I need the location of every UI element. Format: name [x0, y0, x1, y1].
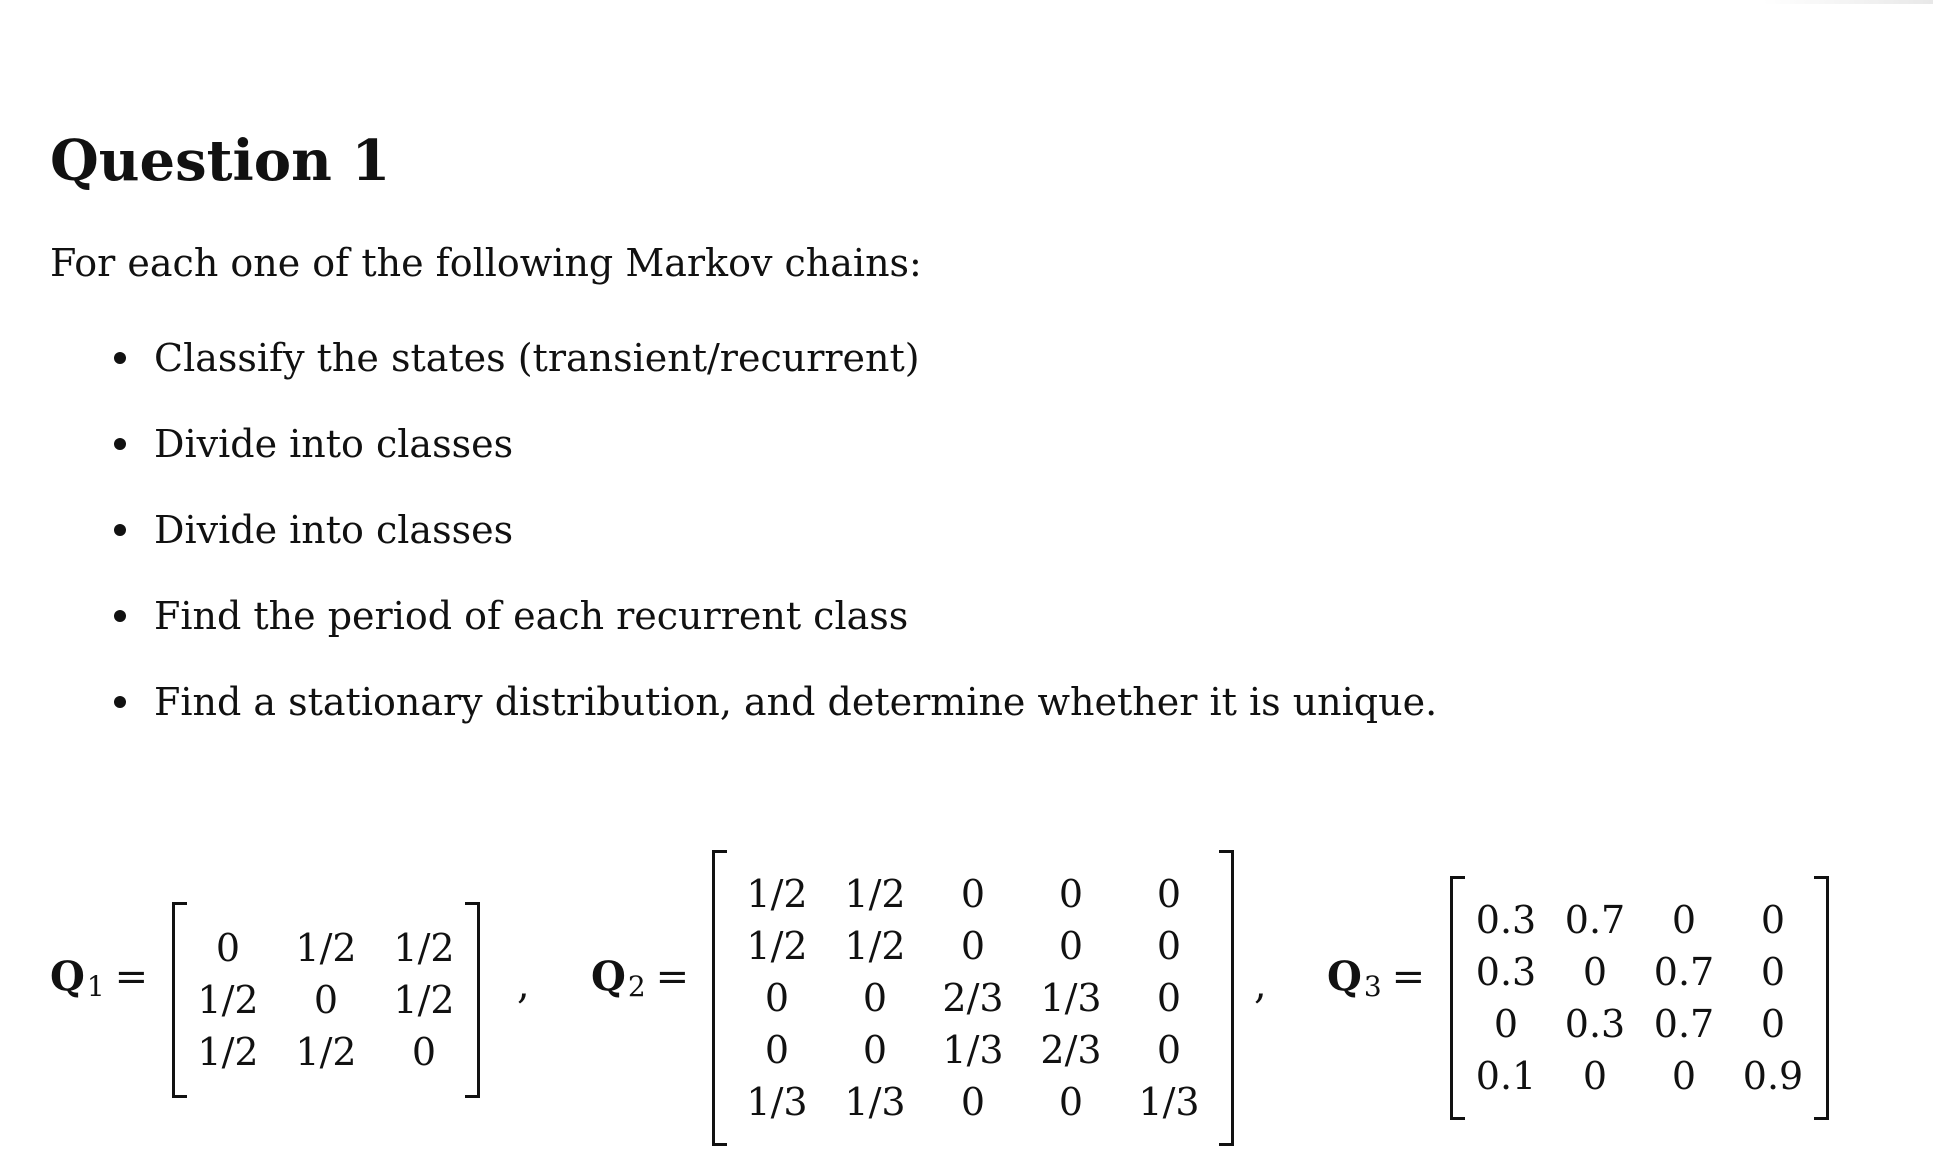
task-text: Divide into classes — [154, 422, 514, 466]
question-title: Question 1 — [50, 128, 391, 194]
matrix-cell: 1/2 — [197, 978, 259, 1022]
matrix-q1-label — [50, 952, 148, 1006]
matrix-cell: 1/2 — [393, 978, 455, 1022]
matrix-subscript: 1 — [86, 970, 105, 1003]
right-bracket — [1219, 850, 1234, 1146]
matrix-subscript: 3 — [1363, 970, 1382, 1003]
right-bracket — [465, 902, 480, 1098]
matrix-cell: 0 — [1058, 872, 1084, 916]
matrix-cell: 1/2 — [844, 924, 906, 968]
equals-sign: = — [114, 954, 149, 1000]
bullet-icon — [114, 352, 126, 364]
left-bracket — [1450, 876, 1465, 1120]
task-text: Find the period of each recurrent class — [154, 594, 909, 638]
matrix-cell: 0.7 — [1653, 1002, 1715, 1046]
matrix-cell: 1/2 — [746, 924, 808, 968]
matrix-q3 — [1450, 876, 1829, 1120]
matrix-cell: 0 — [1671, 1054, 1697, 1098]
bullet-icon — [114, 610, 126, 622]
matrix-cell: 0 — [960, 924, 986, 968]
question-intro: For each one of the following Markov chains: — [50, 241, 922, 285]
matrix-q1-comma: , — [517, 962, 530, 1008]
bullet-icon — [114, 438, 126, 450]
matrix-cell: 0.7 — [1653, 950, 1715, 994]
matrix-cell: 0 — [1582, 1054, 1608, 1098]
matrix-cell: 0 — [1760, 950, 1786, 994]
task-text: Find a stationary distribution, and determine whether it is unique. — [154, 680, 1438, 724]
task-item-stationary — [108, 674, 1508, 730]
matrix-cell: 0 — [1582, 950, 1608, 994]
matrix-cell: 0 — [960, 1080, 986, 1124]
task-item-divide-repeat — [108, 502, 1508, 558]
matrix-cell: 0 — [1156, 1028, 1182, 1072]
matrix-cell: 0.9 — [1742, 1054, 1804, 1098]
task-text: Divide into classes — [154, 508, 514, 552]
equals-sign: = — [1391, 954, 1426, 1000]
matrix-cell: 0 — [764, 976, 790, 1020]
task-item-divide — [108, 416, 1508, 472]
matrix-cell: 0 — [1058, 924, 1084, 968]
matrix-cell: 0 — [862, 976, 888, 1020]
matrix-cell: 1/2 — [295, 1030, 357, 1074]
corner-shadow — [1763, 0, 1933, 4]
matrix-name: Q — [591, 953, 626, 1000]
matrix-q2-label — [591, 952, 689, 1006]
matrix-cell: 0.3 — [1475, 950, 1537, 994]
equals-sign: = — [655, 954, 690, 1000]
matrix-subscript: 2 — [627, 970, 646, 1003]
matrix-cell: 0 — [862, 1028, 888, 1072]
matrix-cell: 1/3 — [1040, 976, 1102, 1020]
matrix-cell: 1/3 — [844, 1080, 906, 1124]
matrix-cell: 0 — [764, 1028, 790, 1072]
matrix-q2 — [712, 850, 1234, 1146]
matrix-cell: 0.7 — [1564, 898, 1626, 942]
matrix-cell: 1/3 — [942, 1028, 1004, 1072]
matrix-cell: 1/2 — [746, 872, 808, 916]
matrix-q2-comma: , — [1254, 962, 1267, 1008]
matrix-cell: 0.1 — [1475, 1054, 1537, 1098]
left-bracket — [712, 850, 727, 1146]
matrix-cell: 0 — [1760, 1002, 1786, 1046]
matrix-cell: 0 — [313, 978, 339, 1022]
matrix-cell: 0.3 — [1475, 898, 1537, 942]
matrix-name: Q — [50, 953, 85, 1000]
matrix-cell: 1/3 — [746, 1080, 808, 1124]
matrix-cell: 0 — [1671, 898, 1697, 942]
task-text: Classify the states (transient/recurrent) — [154, 336, 920, 380]
matrix-cell: 0 — [1058, 1080, 1084, 1124]
matrix-cell: 0 — [1156, 976, 1182, 1020]
matrix-cell: 1/2 — [197, 1030, 259, 1074]
matrix-q1 — [172, 902, 480, 1098]
right-bracket — [1814, 876, 1829, 1120]
matrix-cell: 2/3 — [1040, 1028, 1102, 1072]
matrix-cell: 0 — [1760, 898, 1786, 942]
matrix-q3-label — [1327, 952, 1425, 1006]
matrix-name: Q — [1327, 953, 1362, 1000]
matrix-cell: 2/3 — [942, 976, 1004, 1020]
matrix-cell: 0 — [1156, 924, 1182, 968]
bullet-icon — [114, 696, 126, 708]
matrix-cell: 0 — [1156, 872, 1182, 916]
matrix-cell: 0 — [1493, 1002, 1519, 1046]
task-item-classify — [108, 330, 1508, 386]
matrix-cell: 1/3 — [1138, 1080, 1200, 1124]
left-bracket — [172, 902, 187, 1098]
bullet-icon — [114, 524, 126, 536]
matrix-cell: 1/2 — [393, 926, 455, 970]
task-item-period — [108, 588, 1508, 644]
matrix-cell: 0 — [215, 926, 241, 970]
matrix-cell: 0 — [960, 872, 986, 916]
matrix-cell: 0.3 — [1564, 1002, 1626, 1046]
matrix-cell: 1/2 — [295, 926, 357, 970]
matrix-cell: 0 — [411, 1030, 437, 1074]
matrix-cell: 1/2 — [844, 872, 906, 916]
